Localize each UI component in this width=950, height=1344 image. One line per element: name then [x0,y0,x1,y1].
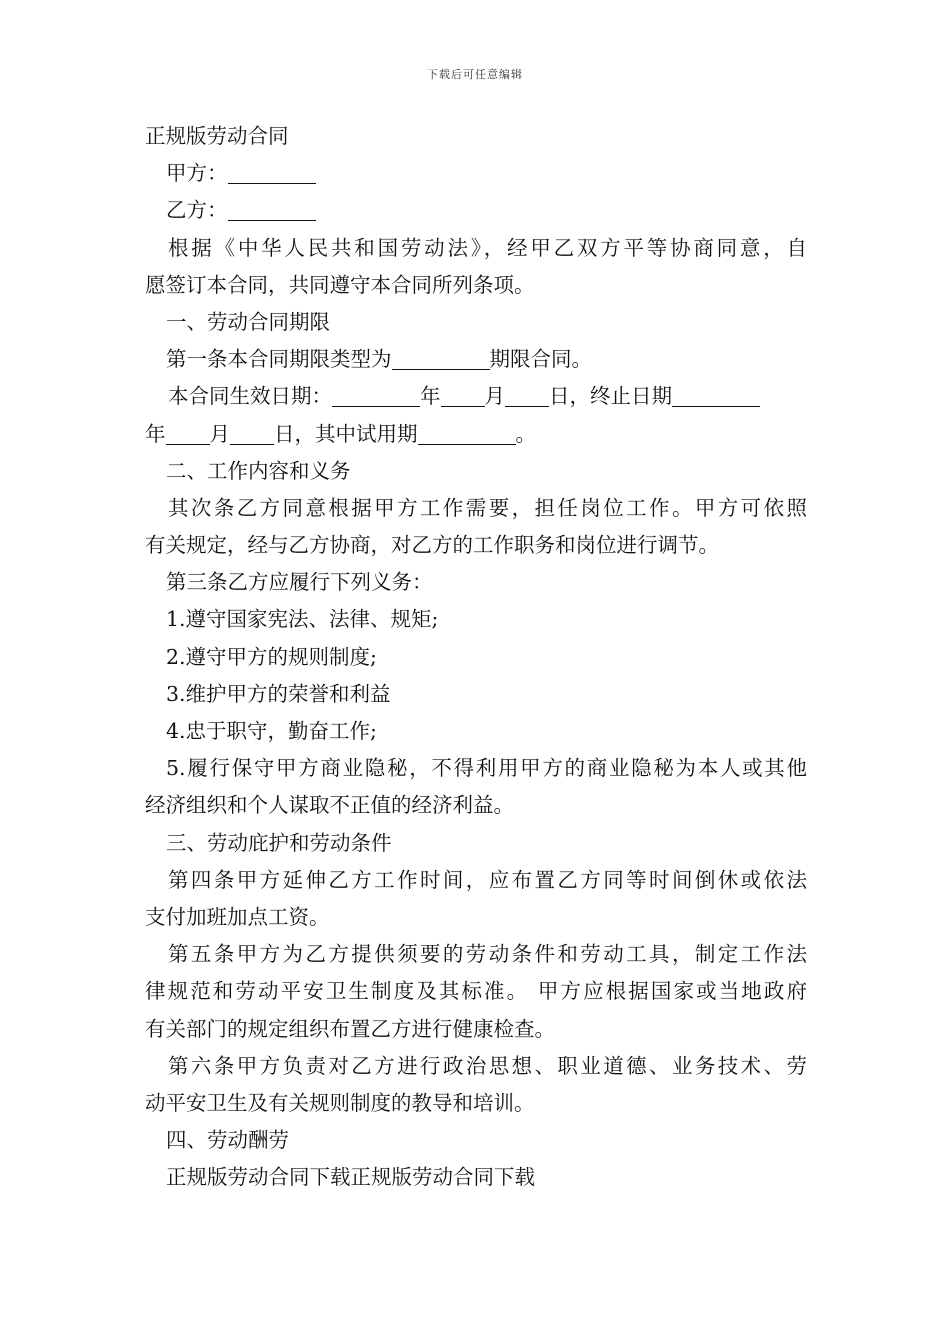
duty-item-5-line-1: 5.履行保守甲方商业隐秘，不得利用甲方的商业隐秘为本人或其他 [166,756,807,781]
end-month-blank [166,422,210,445]
end-day-blank [230,422,274,445]
duty-item-2: 2.遵守甲方的规则制度; [166,644,377,669]
effective-date-line [145,378,807,415]
end-year-blank [672,384,760,407]
article-5-line-3: 有关部门的规定组织布置乙方进行健康检查。 [145,1016,555,1041]
article-2-line-1: 其次条乙方同意根据甲方工作需要，担任岗位工作。甲方可依照 [168,495,807,520]
duty-item-1: 1.遵守国家宪法、法律、规矩; [166,607,439,632]
start-month-blank [441,384,485,407]
intro-paragraph-line-1: 根据《中华人民共和国劳动法》，经甲乙双方平等协商同意，自 [168,235,807,260]
start-year-unit: 年 [420,384,441,409]
page-header: 下载后可任意编辑 [427,68,523,81]
contract-type-blank [392,347,490,370]
article-5-line-2: 律规范和劳动平安卫生制度及其标准。 甲方应根据国家或当地政府 [145,979,807,1004]
article-5-line-1: 第五条甲方为乙方提供须要的劳动条件和劳动工具，制定工作法 [168,942,807,967]
end-date-label: 日，终止日期 [549,384,672,409]
party-a-label: 甲方： [166,161,228,186]
start-month-unit: 月 [484,384,505,409]
end-date-line [145,416,807,453]
section-heading-2: 二、工作内容和义务 [166,458,351,483]
section-heading-3: 三、劳动庇护和劳动条件 [166,830,392,855]
party-b-line [145,192,807,229]
article-6-line-2: 动平安卫生及有关规则制度的教导和培训。 [145,1090,535,1115]
party-b-blank [228,198,316,221]
duty-item-5-line-2: 经济组织和个人谋取不正值的经济利益。 [145,793,514,818]
effective-date-label: 本合同生效日期： [168,384,332,409]
intro-paragraph-line-2: 愿签订本合同，共同遵守本合同所列条项。 [145,272,535,297]
duty-item-3: 3.维护甲方的荣誉和利益 [166,681,391,706]
article-4-line-1: 第四条甲方延伸乙方工作时间，应布置乙方同等时间倒休或依法 [168,867,807,892]
start-year-blank [332,384,420,407]
article-1-suffix: 期限合同。 [489,347,592,372]
trial-period-blank [418,422,516,445]
duty-item-4: 4.忠于职守，勤奋工作; [166,719,377,743]
party-a-blank [228,161,316,184]
article-4-line-2: 支付加班加点工资。 [145,904,330,929]
article-3-heading: 第三条乙方应履行下列义务： [166,570,433,595]
end-period-mark: 。 [515,421,536,446]
article-1-line [145,341,807,378]
document-body [145,118,807,1196]
document-title: 正规版劳动合同 [145,124,289,148]
end-year-unit: 年 [145,421,166,446]
section-heading-1: 一、劳动合同期限 [166,309,330,334]
trial-period-label: 日，其中试用期 [274,421,418,446]
article-1-text: 第一条本合同期限类型为 [166,347,392,372]
footer-text-line: 正规版劳动合同下载正规版劳动合同下载 [166,1165,535,1190]
start-day-blank [505,384,549,407]
section-heading-4: 四、劳动酬劳 [166,1128,289,1153]
article-6-line-1: 第六条甲方负责对乙方进行政治思想、职业道德、业务技术、劳 [168,1053,807,1078]
party-a-line [145,155,807,192]
party-b-label: 乙方： [166,198,228,223]
end-month-unit: 月 [209,421,230,446]
article-2-line-2: 有关规定，经与乙方协商，对乙方的工作职务和岗位进行调节。 [145,533,719,558]
